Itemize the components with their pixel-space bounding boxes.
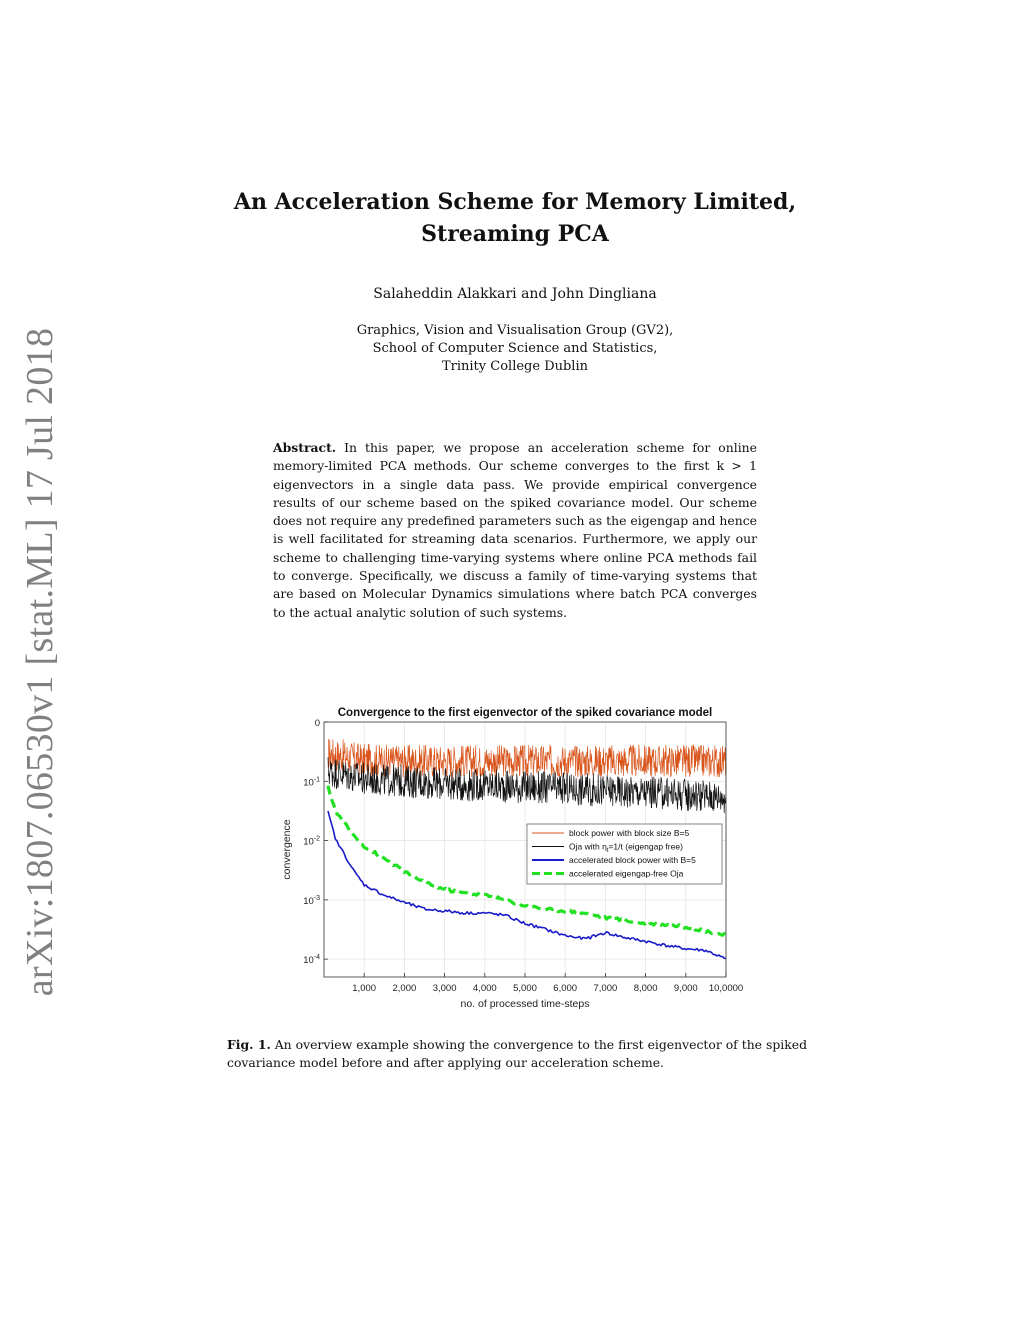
abstract-text: In this paper, we propose an acceleration scheme for online memory-limited PCA methods. Our scheme converges to the first k > 1 eigenvectors in a single data pass. We provide empirical convergence results of our scheme based on the spiked covariance model. Our scheme does not require any predefined parameters such as the eigengap and hence is well facilitated for streaming data scenarios. Furthermore, we apply our scheme to challenging time-varying systems where online PCA methods fail to converge. Specifically, we discuss a family of time-varying systems that are based on Molecular Dynamics simulations where batch PCA converges to the actual analytic solution of such systems. <box>273 440 757 620</box>
x-tick-label: 7,000 <box>593 983 618 994</box>
x-tick-label: 5,000 <box>513 983 537 994</box>
x-tick-label: 6,000 <box>553 983 578 994</box>
title-line-2: Streaming PCA <box>421 221 609 247</box>
affiliation-line: School of Computer Science and Statistics, <box>372 341 658 356</box>
caption-label: Fig. 1. <box>227 1037 271 1052</box>
abstract <box>273 439 757 622</box>
figure-caption <box>227 1036 807 1073</box>
affiliation-line: Trinity College Dublin <box>441 359 588 374</box>
x-tick-label: 3,000 <box>432 983 457 994</box>
x-tick-label: 4,000 <box>472 983 497 994</box>
arxiv-sidebar <box>0 0 70 1325</box>
chart-title: Convergence to the first eigenvector of the spiked covariance model <box>337 707 713 719</box>
x-tick-label: 1,000 <box>352 983 377 994</box>
arxiv-identifier: arXiv:1807.06530v1 [stat.ML] 17 Jul 2018 <box>19 327 61 997</box>
x-tick-label: 9,000 <box>673 983 698 994</box>
y-tick-label: $10^{-2}$ <box>303 835 320 848</box>
legend-entry-oja-with: Oja with $\eta_t=1/t$ (eigengap free) <box>569 841 683 854</box>
affiliation-line: Graphics, Vision and Visualisation Group (GV2), <box>356 323 674 338</box>
y-tick-label: $10^{-4}$ <box>303 954 320 967</box>
figure-1 <box>272 700 752 1020</box>
paper-title <box>200 186 830 250</box>
y-tick-label: $10^{-1}$ <box>303 776 320 789</box>
y-tick-label: $10^{-3}$ <box>303 894 320 907</box>
legend-entry-accelerated-eigengap-free-oja: accelerated eigengap-free Oja <box>569 868 684 879</box>
abstract-label: Abstract. <box>273 440 337 455</box>
legend-entry-block-power-with-block-size-b-5: block power with block size B=5 <box>569 828 690 838</box>
x-tick-label: 8,000 <box>633 983 658 994</box>
legend-entry-accelerated-block-power-with-b-5: accelerated block power with B=5 <box>569 855 696 865</box>
convergence-chart <box>272 700 752 1020</box>
y-tick-label: 0 <box>314 718 320 729</box>
affiliation <box>200 322 830 376</box>
x-tick-label: 2,000 <box>392 983 417 994</box>
x-tick-label: 10,0000 <box>708 983 744 994</box>
title-line-1: An Acceleration Scheme for Memory Limited, <box>233 189 797 215</box>
y-axis-label: convergence <box>281 819 293 880</box>
x-axis-label: no. of processed time-steps <box>460 998 590 1010</box>
authors: Salaheddin Alakkari and John Dingliana <box>373 286 657 302</box>
caption-text: An overview example showing the convergence to the first eigenvector of the spiked covariance model before and after applying our acceleration scheme. <box>227 1037 807 1071</box>
